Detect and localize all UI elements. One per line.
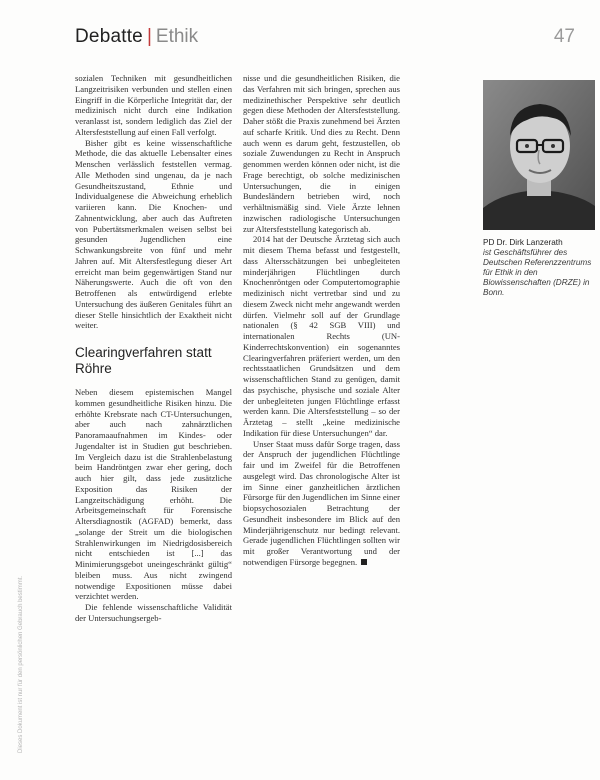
paragraph: sozialen Techniken mit gesundheitlichen Langzeitrisiken verbunden und stellen einen Eingriff in die Körperliche Integrität dar, der medizinisch nicht durch eine Indikation veranlasst ist, sondern lediglich das Ziel der Altersfeststellung auf einen Fall verfolgt. — [75, 73, 232, 137]
subsection-title: Ethik — [155, 26, 199, 47]
author-role: ist Geschäftsführer des Deutschen Referenzzentrums für Ethik in den Biowissenschaften (DRZE) in Bonn. — [483, 248, 592, 297]
text-column-1 — [75, 73, 232, 624]
subheading: Clearingverfahren statt Röhre — [75, 345, 212, 376]
end-of-article-mark — [361, 559, 367, 565]
paragraph: nisse und die gesundheitlichen Risiken, die das Verfahren mit sich bringen, sprechen aus medizinethischer Perspektive sehr deutlich gegen diese Methoden der Altersfeststellung. Daher stößt die Praxis zunehmend bei Ärzten auf scharfe Kritik. Und dies zu Recht. Denn auch wenn es darum geht, festzustellen, ob soziale Zuwendungen zu Recht in Anspruch genommen werden können oder nicht, ist die Frage berechtigt, ob solche medizinischen Untersuchungen, die in einigen Bundesländern betrieben wird, noch verhältnismäßig sind. Viele Ärzte lehnen inzwischen radiologische Untersuchungen zur Altersfeststellung kategorisch ab. — [243, 73, 400, 234]
author-portrait-illustration — [483, 80, 595, 230]
vertical-margin-note — [16, 460, 26, 760]
paragraph: Neben diesem epistemischen Mangel kommen gesundheitliche Risiken hinzu. Die erhöhte Krebsrate nach CT-Untersuchungen, aber auch nach zahnärztlichen Panoramaaufnahmen im Kindes- oder Jugendalter ist in Studien gut beschrieben. Im Vergleich dazu ist die Strahlenbelastung beim Handröntgen zwar eher gering, doch auch hier gilt, dass jede zusätzliche Exposition das Risiken der Langzeitschädigung erhöht. Die Arbeitsgemeinschaft für Forensische Altersdiagnostik (AGFAD) bemerkt, dass „solange der Streit um die biologischen Strahlenwirkungen im Niedrigdosisbereich nicht entschieden ist [...] das Minimierungsgebot uneingeschränkt gültig“ bleiben muss. Aus nicht zwingend notwendige Expositionen müsse dabei verzichtet werden. — [75, 387, 232, 602]
paragraph-text: Unser Staat muss dafür Sorge tragen, dass der Anspruch der jugendlichen Flüchtlinge fair und im Zweifel für die Betroffenen ausgelegt wird. Das chronologische Alter ist im Sinne einer ganzheitlichen ärztlichen Fürsorge für den Jugendlichen im Sinne einer biopsychosozialen Betrachtung der Gesundheit insbesondere im Blick auf den Minderjährigenschutz nur bedingt relevant. Gerade jugendlichen Flüchtlingen sollten wir mit großer Verantwortung und der notwendigen Fürsorge begegnen. — [243, 438, 400, 567]
paragraph-last — [243, 439, 400, 568]
page-header — [75, 26, 575, 60]
header-separator: | — [146, 26, 152, 47]
author-photo — [483, 80, 595, 230]
page-number: 47 — [553, 26, 575, 47]
paragraph: Bisher gibt es keine wissenschaftliche Methode, die das aktuelle Lebensalter eines Menschen verlässlich feststellen vermag. Alle Methoden sind ungenau, da je nach Gesundheitszustand, Ethnie und Individualgenese die Abweichung erheblich variieren kann. Die Knochen- und Zahnentwicklung, aber auch das Auftreten von Pubertätsmerkmalen weisen selbst bei gesunden Jugendlichen eine Schwankungsbreite von fünf und mehr Jahren auf. Mit Altersfestlegung dieser Art erreicht man beim gegenwärtigen Stand nur Näherungswerte. Auch die oft von den Betroffenen als entwürdigend erlebte Untersuchung des äußeren Genitales führt an dieser Stelle hinsichtlich der Exaktheit nicht weiter. — [75, 137, 232, 331]
section-title: Debatte — [75, 26, 143, 47]
paragraph: Die fehlende wissenschaftliche Validität der Untersuchungsergeb- — [75, 602, 232, 623]
paragraph: 2014 hat der Deutsche Ärztetag sich auch mit diesem Thema befasst und festgestellt, dass Altersschätzungen bei unbegleiteten minderjährigen Flüchtlingen durch Knochenröntgen oder Computertomographie medizinisch nicht vertretbar sind und zu diesem Zweck nicht mehr angewandt werden dürfen. Vielmehr soll auf der Grundlage nationalen (§ 42 SGB VIII) und internationalen Rechts (UN-Kinderrechtskonvention) ein sogenanntes Clearingverfahren präferiert werden, um den rechtsstaatlichen Grundsätzen und dem wissenschaftlichen Stand zu genügen, damit das psychische, physische und soziale Alter der unbegleiteten jungen Flüchtlinge erfasst werden kann. Die Altersfeststellung – so der Ärztetag – stellt „keine medizinische Indikation für diese Untersuchungen“ dar. — [243, 234, 400, 438]
margin-note-text: Dieses Dokument ist nur für den persönlichen Gebrauch bestimmt. — [18, 575, 24, 753]
text-column-2 — [243, 73, 400, 568]
author-name: PD Dr. Dirk Lanzerath — [483, 238, 563, 247]
author-caption — [483, 238, 595, 298]
